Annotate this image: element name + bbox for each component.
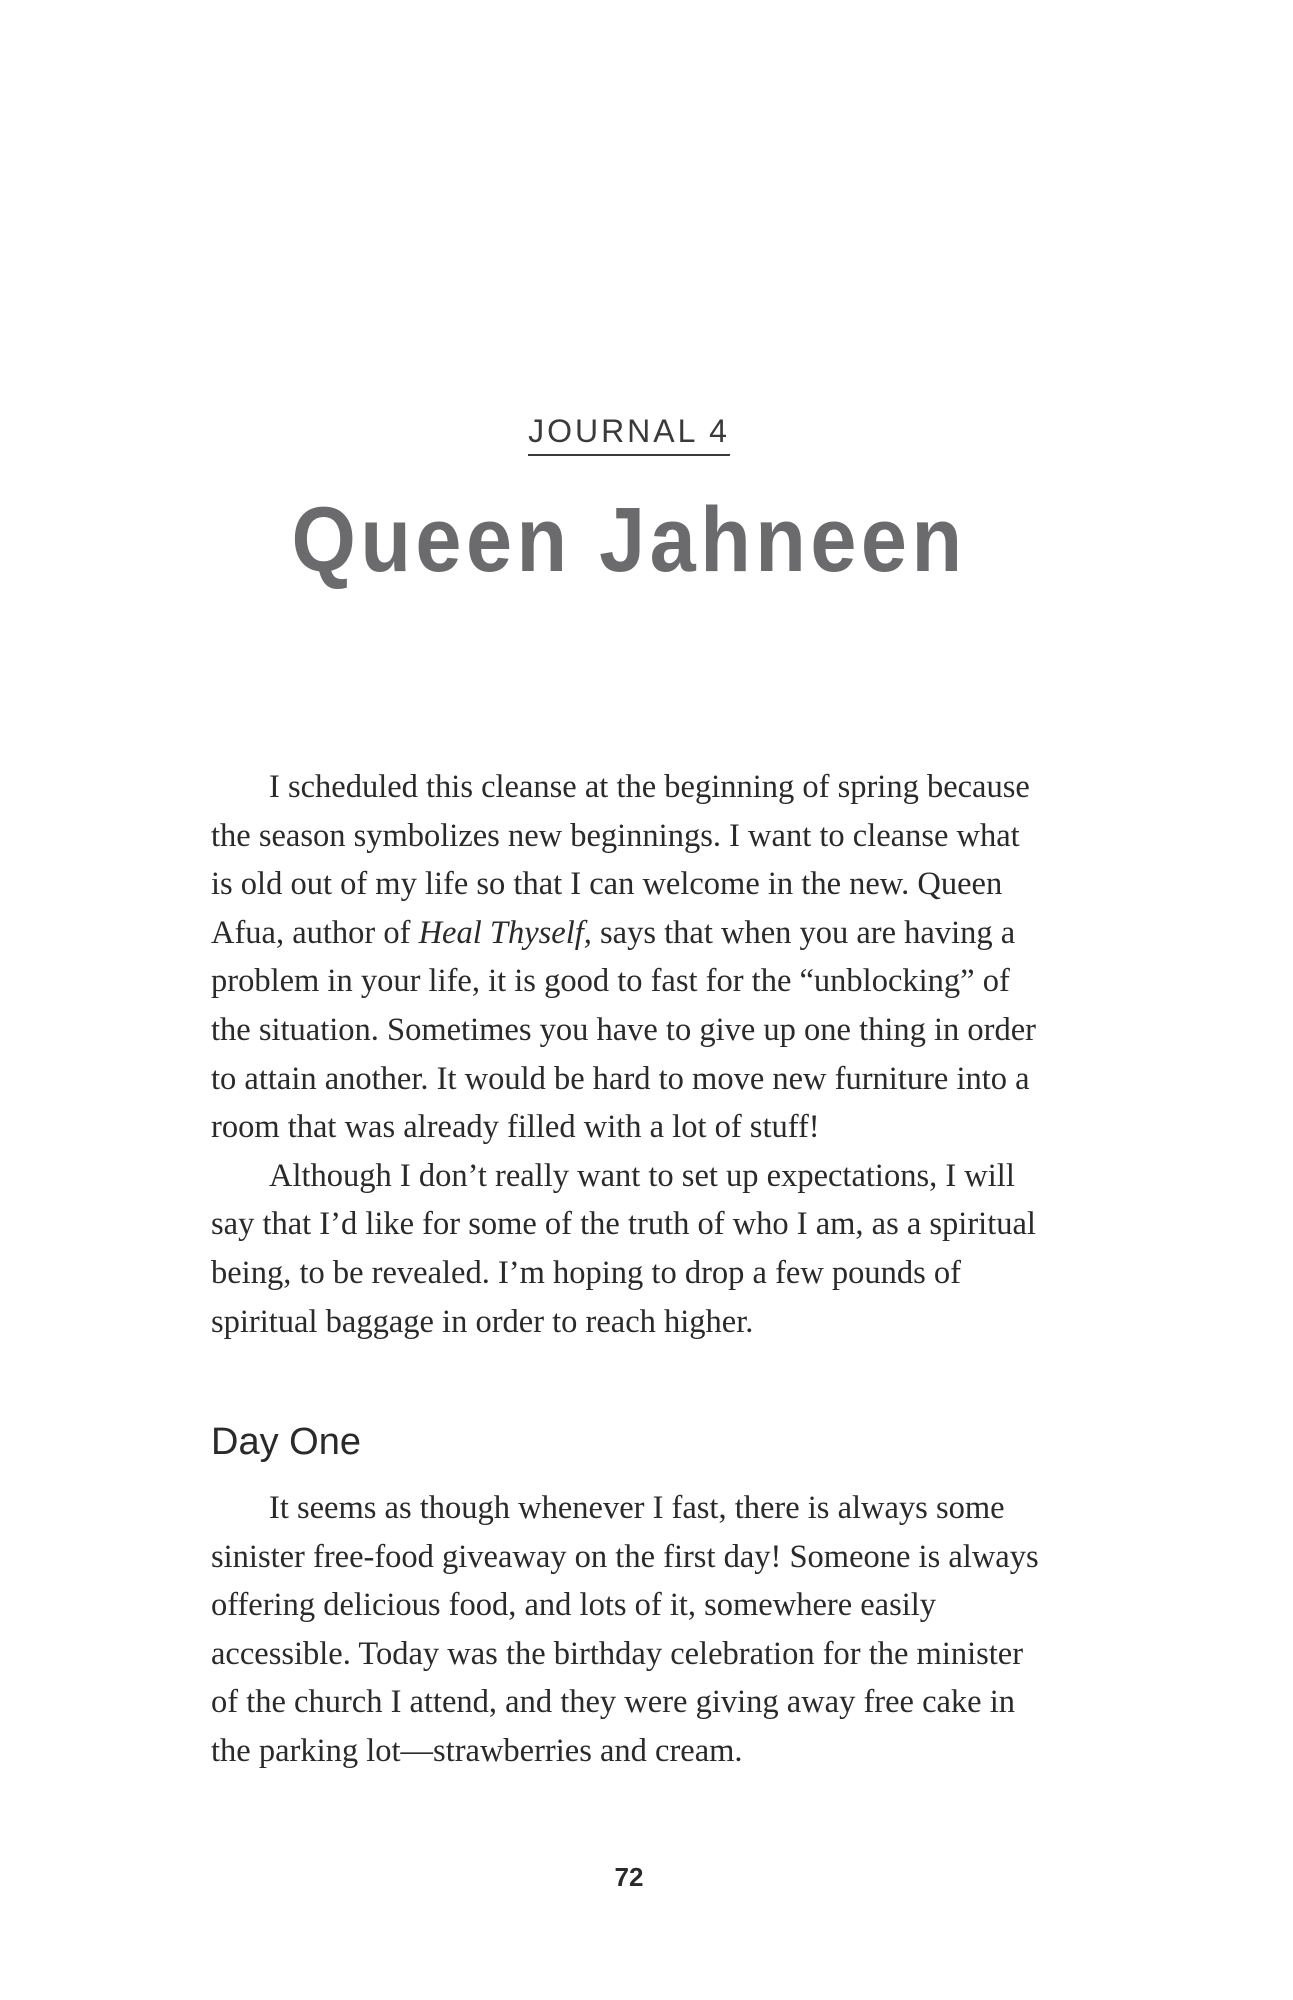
journal-label	[0, 413, 1258, 456]
page-number: 72	[614, 1862, 644, 1892]
day-one-text	[211, 1484, 1041, 1776]
intro-text	[211, 763, 1041, 1346]
day-one-paragraph: It seems as though whenever I fast, there is always some sinister free-food giveaway on the first day! Someone is always offering delicious food, and lots of it, somewhere easily accessible. Today was the birthday celebration for the minister of the church I attend, and they were giving away free cake in the parking lot—strawberries and cream.	[211, 1490, 1039, 1769]
journal-label-text: JOURNAL 4	[528, 413, 730, 456]
intro-paragraph-2: Although I don’t really want to set up expectations, I will say that I’d like for some of the truth of who I am, as a spiritual being, to be revealed. I’m hoping to drop a few pounds of spiritual baggage in order to reach higher.	[211, 1157, 1036, 1340]
intro-paragraph-1-end: says that when you are having a problem in your life, it is good to fast for the “unblocking” of the situation. Sometimes you have to give up one thing in order to attain another. It would be hard to move new furniture into a room that was already filled with a lot of stuff!	[211, 914, 1037, 1146]
intro-paragraph-1-start: I scheduled this cleanse at the beginning of spring because the season symbolizes new beginnings. I want to cleanse what is old out of my life so that I can welcome in the new. Queen Afua, author of	[211, 769, 1030, 951]
book-title-italic: Heal Thyself,	[418, 914, 592, 951]
section-heading-day-one: Day One	[211, 1421, 361, 1463]
chapter-title: Queen Jahneen	[291, 489, 967, 591]
intro-paragraph-1	[211, 763, 1041, 1152]
